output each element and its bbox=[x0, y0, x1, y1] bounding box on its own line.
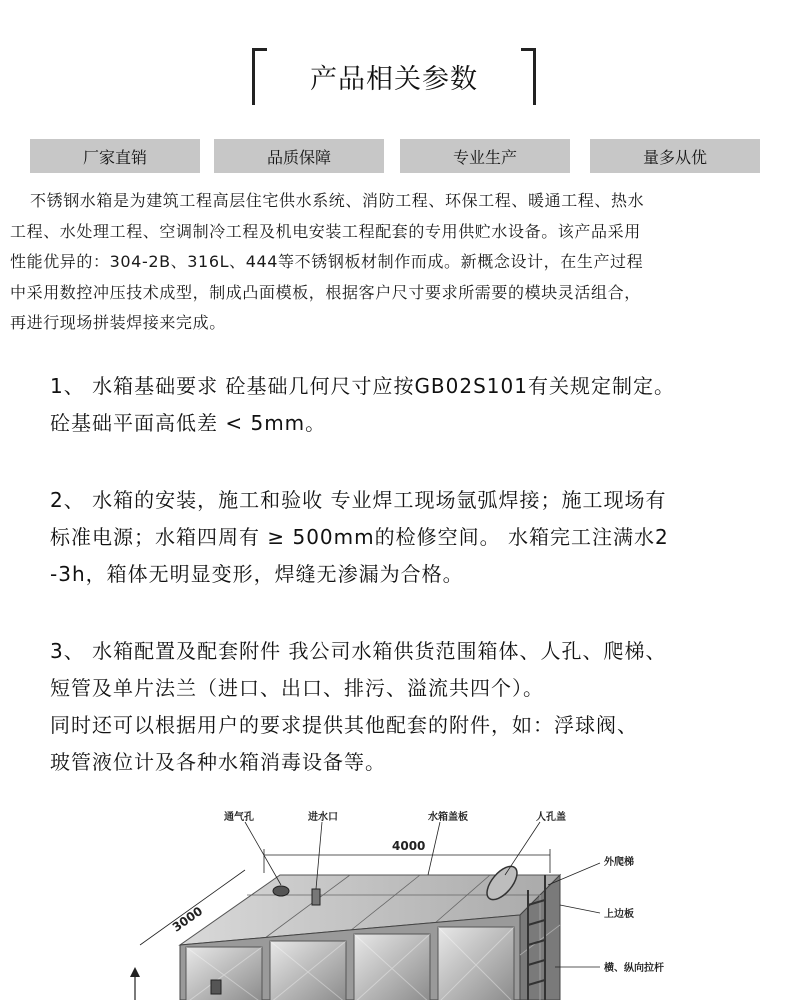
section-line: 标准电源；水箱四周有 ≥ 500mm的检修空间。 水箱完工注满水2 bbox=[50, 525, 669, 549]
intro-line: 再进行现场拼装焊接来完成。 bbox=[10, 313, 226, 332]
label-vent: 通气孔 bbox=[224, 812, 254, 823]
vent-cap bbox=[273, 886, 289, 896]
section-line: 砼基础平面高低差 < 5mm。 bbox=[50, 411, 327, 435]
water-tank-diagram bbox=[0, 795, 790, 1000]
tag-quality: 品质保障 bbox=[214, 139, 384, 173]
dim-width-label: 3000 bbox=[169, 903, 206, 935]
intro-line: 不锈钢水箱是为建筑工程高层住宅供水系统、消防工程、环保工程、暖通工程、热水 bbox=[30, 191, 645, 210]
section-line: 玻管液位计及各种水箱消毒设备等。 bbox=[50, 750, 386, 774]
tag-professional: 专业生产 bbox=[400, 139, 570, 173]
frame-corner bbox=[252, 48, 267, 105]
dim-length-label: 4000 bbox=[392, 839, 426, 853]
section-foundation bbox=[50, 368, 770, 442]
intro-line: 性能优异的：304-2B、316L、444等不锈钢板材制作而成。新概念设计，在生产过程 bbox=[10, 252, 644, 271]
label-edge: 上边板 bbox=[604, 909, 634, 920]
section-line: 3、 水箱配置及配套附件 我公司水箱供货范围箱体、人孔、爬梯、 bbox=[50, 639, 667, 663]
drain-pipe bbox=[211, 980, 221, 994]
section-line: 短管及单片法兰（进口、出口、排污、溢流共四个）。 bbox=[50, 676, 544, 700]
section-line: 同时还可以根据用户的要求提供其他配套的附件，如：浮球阀、 bbox=[50, 713, 638, 737]
intro-paragraph bbox=[10, 186, 778, 339]
label-inlet: 进水口 bbox=[308, 812, 338, 823]
intro-line: 工程、水处理工程、空调制冷工程及机电安装工程配套的专用供贮水设备。该产品采用 bbox=[10, 221, 641, 241]
inlet-pipe bbox=[312, 889, 320, 905]
label-cover: 水箱盖板 bbox=[428, 812, 468, 823]
tag-factory-direct: 厂家直销 bbox=[30, 139, 200, 173]
spec-sections bbox=[50, 368, 770, 821]
section-accessories bbox=[50, 633, 770, 781]
tank-illustration bbox=[0, 795, 790, 1000]
section-line: -3h，箱体无明显变形，焊缝无渗漏为合格。 bbox=[50, 562, 464, 586]
label-ladder: 外爬梯 bbox=[604, 857, 634, 868]
section-title-frame bbox=[252, 48, 536, 104]
page-title: 产品相关参数 bbox=[310, 63, 478, 95]
label-tie-rod: 横、纵向拉杆 bbox=[604, 963, 664, 974]
height-arrow-head bbox=[130, 967, 140, 977]
feature-tags bbox=[30, 139, 760, 173]
section-installation bbox=[50, 482, 770, 593]
section-line: 1、 水箱基础要求 砼基础几何尺寸应按GB02S101有关规定制定。 bbox=[50, 374, 675, 398]
frame-corner bbox=[521, 48, 536, 105]
section-line: 2、 水箱的安装，施工和验收 专业焊工现场氩弧焊接；施工现场有 bbox=[50, 488, 667, 512]
intro-line: 中采用数控冲压技术成型，制成凸面模板，根据客户尺寸要求所需要的模块灵活组合， bbox=[10, 282, 641, 302]
tag-bulk-discount: 量多从优 bbox=[590, 139, 760, 173]
label-manhole: 人孔盖 bbox=[536, 812, 566, 823]
